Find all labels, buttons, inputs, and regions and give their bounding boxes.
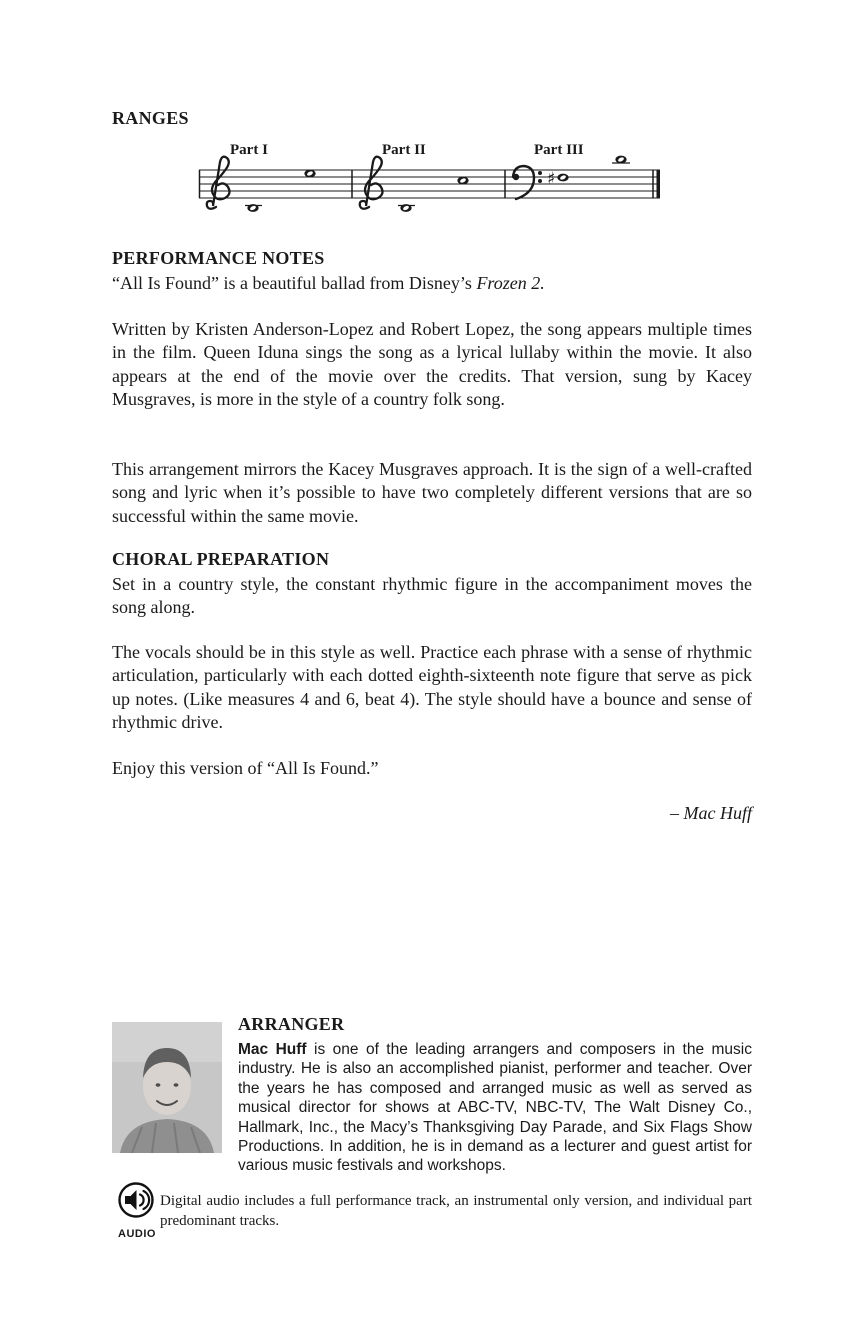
part3-low-note: [557, 174, 568, 182]
arranger-signature: – Mac Huff: [670, 803, 752, 823]
part2-high-note: [457, 177, 468, 185]
arranger-heading: ARRANGER: [238, 1014, 345, 1034]
music-staff-graphic: [197, 142, 663, 227]
audio-speaker-icon: [115, 1180, 159, 1222]
audio-label: AUDIO: [118, 1228, 156, 1240]
performance-notes-heading: PERFORMANCE NOTES: [112, 248, 325, 268]
bass-clef-part3: [513, 166, 542, 199]
paragraph-arrangement: This arrangement mirrors the Kacey Musgraves approach. It is the sign of a well-crafted song and lyric when it’s possible to have two completely different versions that are so successful within the same movie.: [112, 459, 752, 526]
part-ii-label: Part II: [382, 142, 426, 158]
arranger-name: Mac Huff: [238, 1041, 307, 1058]
intro-text: “All Is Found” is a beautiful ballad from Disney’s: [112, 273, 477, 293]
part1-low-note: [247, 204, 258, 212]
part1-high-note: [304, 170, 315, 178]
final-barline: [657, 170, 661, 198]
arranger-bio-text: is one of the leading arrangers and composers in the music industry. He is also an accomplished pianist, performer and teacher. Over the years he has composed and arranged music as well as served as musical director for shows at ABC-TV, NBC-TV, The Walt Disney Co., Hallmark, Inc., the Macy’s Thanksgiving Day Parade, and Six Flags Show Productions. In addition, he is in demand as a lecturer and guest artist for various music festivals and workshops.: [238, 1041, 752, 1175]
vocal-ranges-staff: [197, 142, 663, 227]
part-i-label: Part I: [230, 142, 268, 158]
part2-low-note: [400, 204, 411, 212]
paragraph-film-background: Written by Kristen Anderson-Lopez and Robert Lopez, the song appears multiple times in the film. Queen Iduna sings the song as a lyrical lullaby within the movie. It also appears at the end of the movie over the credits. That version, sung by Kacey Musgraves, is more in the style of a country folk song.: [112, 319, 752, 410]
frozen2-title: Frozen 2.: [476, 273, 545, 293]
audio-description: Digital audio includes a full performance track, an instrumental only version, and individual part predominant tracks.: [160, 1193, 752, 1229]
ranges-heading: RANGES: [112, 108, 189, 128]
paragraph-vocals: The vocals should be in this style as well. Practice each phrase with a sense of rhythmic articulation, particularly with each dotted eighth-sixteenth note figure that serve as pick up notes. (Like measures 4 and 6, beat 4). The style should have a bounce and sense of rhythmic drive.: [112, 642, 752, 733]
audio-badge: [113, 1180, 161, 1240]
part-iii-label: Part III: [534, 142, 584, 158]
arranger-bio: [238, 1040, 752, 1176]
part3-high-note: [615, 156, 626, 164]
arranger-photo: [112, 1022, 222, 1153]
sharp-icon: ♯: [547, 169, 556, 189]
closing-line: Enjoy this version of “All Is Found.”: [112, 758, 379, 778]
choral-preparation-heading: CHORAL PREPARATION: [112, 549, 330, 569]
treble-clef-part1: [207, 157, 230, 209]
portrait-placeholder-graphic: [112, 1022, 222, 1153]
treble-clef-part2: [360, 157, 383, 209]
performance-notes-intro: [112, 272, 752, 295]
paragraph-country-style: Set in a country style, the constant rhythmic figure in the accompaniment moves the song along.: [112, 574, 752, 618]
